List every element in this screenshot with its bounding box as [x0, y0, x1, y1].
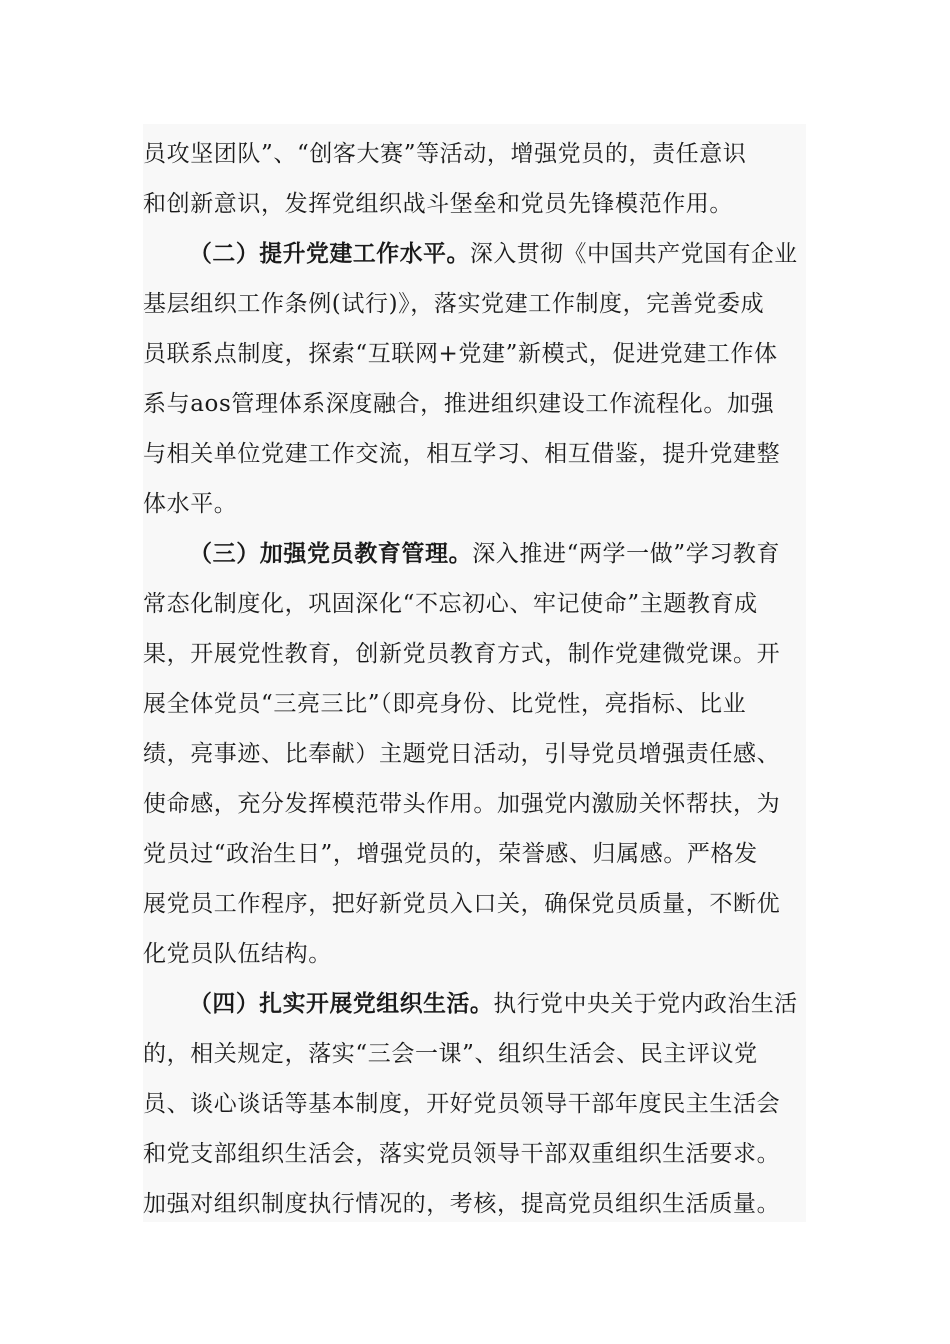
section-heading: （四）扎实开展党组织生活。 [189, 991, 494, 1017]
text-line: 果，开展党性教育，创新党员教育方式，制作党建微党课。开 [143, 641, 781, 667]
text-line: 绩，亮事迹、比奉献）主题党日活动，引导党员增强责任感、 [143, 741, 781, 767]
section-heading-line: （四）扎实开展党组织生活。执行党中央关于党内政治生活 [189, 991, 798, 1017]
text-line: 化党员队伍结构。 [143, 941, 332, 967]
text-line: 展全体党员“三亮三比”（即亮身份、比党性，亮指标、比业 [143, 691, 747, 717]
text-line: 和党支部组织生活会，落实党员领导干部双重组织生活要求。 [143, 1141, 781, 1167]
text-line: 与相关单位党建工作交流，相互学习、相互借鉴，提升党建整 [143, 441, 781, 467]
text-line: 党员过“政治生日”，增强党员的，荣誉感、归属感。严格发 [143, 841, 758, 867]
text-line: 员、谈心谈话等基本制度，开好党员领导干部年度民主生活会 [143, 1091, 781, 1117]
text-line: 体水平。 [143, 491, 238, 517]
section-heading: （三）加强党员教育管理。 [189, 541, 473, 567]
section-heading: （二）提升党建工作水平。 [189, 241, 470, 267]
text-line: 使命感，充分发挥模范带头作用。加强党内激励关怀帮扶，为 [143, 791, 781, 817]
text-line: 和创新意识，发挥党组织战斗堡垒和党员先锋模范作用。 [143, 191, 733, 217]
section-heading-line: （二）提升党建工作水平。深入贯彻《中国共产党国有企业 [189, 241, 798, 267]
text-line: 员联系点制度，探索“互联网+党建”新模式，促进党建工作体 [143, 341, 778, 367]
text-line: 员攻坚团队”、“创客大赛”等活动，增强党员的，责任意识 [143, 141, 747, 167]
document-body [143, 124, 806, 1222]
text-line: 的，相关规定，落实“三会一课”、组织生活会、民主评议党 [143, 1041, 758, 1067]
text-line: 加强对组织制度执行情况的，考核，提高党员组织生活质量。 [143, 1191, 781, 1217]
text-line: 基层组织工作条例(试行)》，落实党建工作制度，完善党委成 [143, 291, 765, 317]
text-line: 展党员工作程序，把好新党员入口关，确保党员质量，不断优 [143, 891, 781, 917]
text-line: 常态化制度化，巩固深化“不忘初心、牢记使命”主题教育成 [143, 591, 758, 617]
section-heading-line: （三）加强党员教育管理。深入推进“两学一做”学习教育 [189, 541, 781, 567]
text-line: 系与aos管理体系深度融合，推进组织建设工作流程化。加强 [143, 391, 775, 417]
